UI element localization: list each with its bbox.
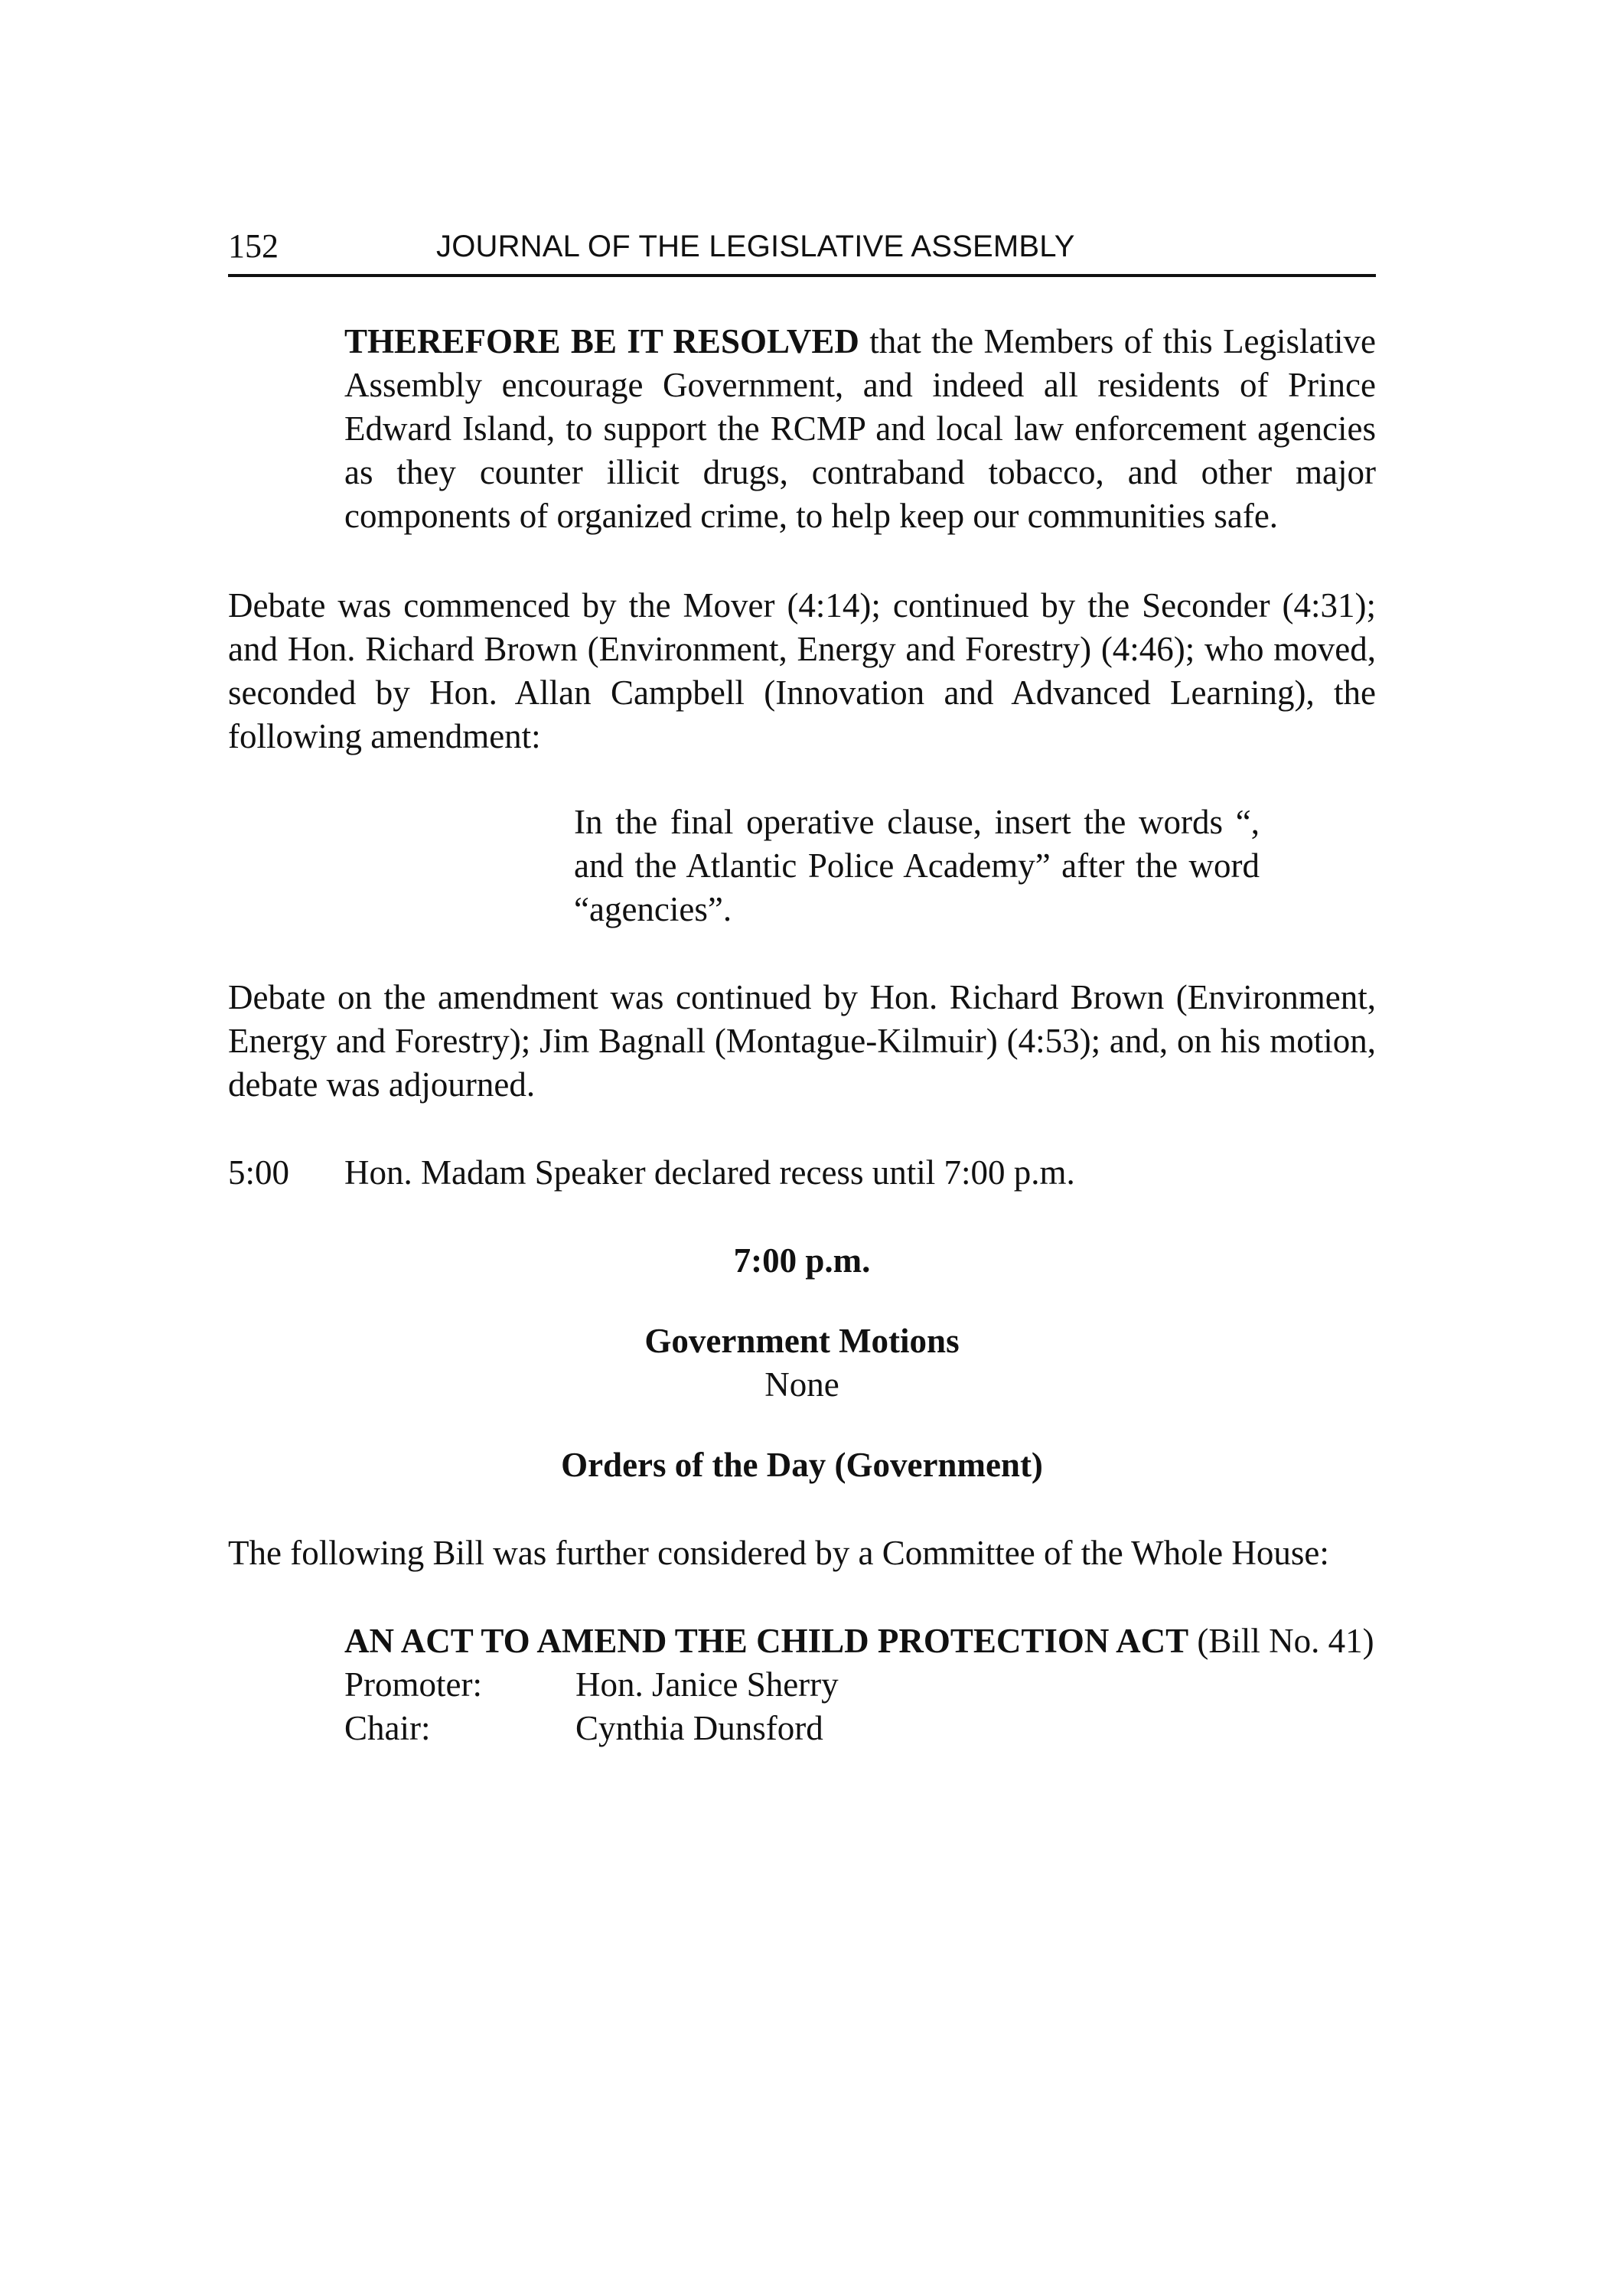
page-number: 152 [228,227,279,265]
chair-label: Chair: [344,1709,431,1747]
promoter-value: Hon. Janice Sherry [575,1665,839,1704]
recess-entry [228,1151,1376,1195]
resolution-lead: THEREFORE BE IT RESOLVED [344,322,859,360]
bill-number: (Bill No. 41) [1188,1622,1374,1660]
orders-of-the-day-heading: Orders of the Day (Government) [561,1446,1043,1484]
journal-title: JOURNAL OF THE LEGISLATIVE ASSEMBLY [436,230,1075,263]
resolution-paragraph [344,320,1376,538]
amendment-text: In the final operative clause, insert the words “, and the Atlantic Police Academy” after the word “agencies”. [574,803,1260,928]
committee-intro-paragraph: The following Bill was further considered by a Committee of the Whole House: [228,1534,1329,1572]
resolution-text: that the Members of this Legislative Assembly encourage Government, and indeed all residents of Prince Edward Island, to support the RCMP and local law enforcement agencies as they counter illicit drugs, contraband tobacco, and other major components of organized crime, to help keep our communities safe. [344,322,1376,535]
bill-promoter-row [344,1663,1376,1707]
government-motions-value: None [764,1365,839,1404]
bill-chair-row [344,1707,1376,1750]
evening-time-heading: 7:00 p.m. [733,1241,871,1280]
bill-title [344,1619,1376,1663]
debate-commenced-paragraph: Debate was commenced by the Mover (4:14); continued by the Seconder (4:31); and Hon. Richard Brown (Environment, Energy and Forestry) (4:46); who moved, seconded by Hon. Allan Campbell (Innovation and Advanced Learning), the following amendment: [228,586,1376,755]
debate-continued-paragraph: Debate on the amendment was continued by Hon. Richard Brown (Environment, Energy and Forestry); Jim Bagnall (Montague-Kilmuir) (4:53); and, on his motion, debate was adjourned. [228,978,1376,1104]
journal-page [228,222,1376,1750]
promoter-label: Promoter: [344,1665,482,1704]
recess-text: Hon. Madam Speaker declared recess until 7:00 p.m. [344,1153,1075,1192]
recess-time: 5:00 [228,1153,290,1192]
bill-name: AN ACT TO AMEND THE CHILD PROTECTION ACT [344,1622,1189,1660]
running-header [228,222,1376,277]
chair-value: Cynthia Dunsford [575,1709,823,1747]
government-motions-heading: Government Motions [644,1322,960,1360]
